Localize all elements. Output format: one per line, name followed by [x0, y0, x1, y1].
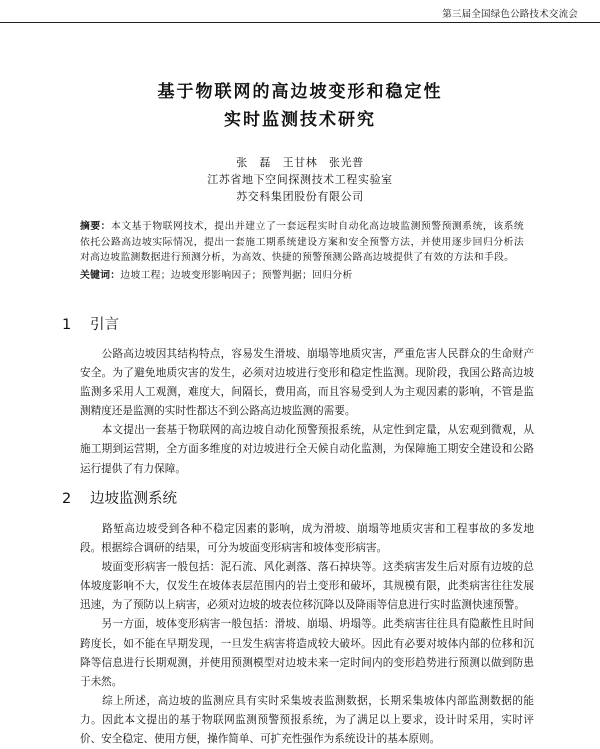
- section-number: 1: [62, 317, 72, 333]
- paragraph: 路堑高边坡受到各种不稳定因素的影响，成为滑坡、崩塌等地质灾害和工程事故的多发地段。根据综合调研的结果，可分为坡面变形病害和坡体变形病害。: [80, 523, 534, 555]
- abstract-text: 本文基于物联网技术，提出并建立了一套远程实时自动化高边坡监测预警预测系统，该系统依托公路高边坡实际情况，提出一套施工期系统建设方案和安全预警方法，并使用逐步回归分析法对高边坡监测数据进行预测分析，为高效、快捷的预警预测公路高边坡提供了有效的方法和手段。: [80, 221, 525, 264]
- keywords-text: 边坡工程；边坡变形影响因子；预警判据；回归分析: [120, 269, 353, 281]
- abstract-paragraph: [80, 219, 524, 266]
- paragraph: 公路高边坡因其结构特点，容易发生滑坡、崩塌等地质灾害，严重危害人民群众的生命财产安全。为了避免地质灾害的发生，必须对边坡进行变形和稳定性监测。现阶段，我国公路高边坡监测多采用人工观测，难度大，间隔长，费用高，而且容易受到人为主观因素的影响，不管是监测精度还是监测的实时性都达不到公路高边坡监测的需要。: [80, 348, 534, 418]
- abstract-block: [80, 219, 524, 283]
- section-heading-2: [62, 487, 177, 508]
- paper-title-line2: 实时监测技术研究: [224, 110, 376, 130]
- section-2-body: [80, 520, 534, 749]
- running-header: 第三届全国绿色公路技术交流会: [442, 9, 578, 20]
- paragraph: 本文提出一套基于物联网的高边坡自动化预警预报系统，从定性到定量，从宏观到微观，从施工期到运营期，全方面多维度的对边坡进行全天候自动化监测，为保障施工期安全建设和公路运行提供了有力保障。: [80, 424, 534, 475]
- keywords-paragraph: [80, 268, 524, 284]
- keywords-label: 关键词：: [80, 269, 121, 281]
- author-names: 张 磊 王甘林 张光普: [236, 156, 364, 169]
- paper-title-line1: 基于物联网的高边坡变形和稳定性: [157, 82, 443, 102]
- affiliation-1: 江苏省地下空间探测技术工程实验室: [207, 173, 393, 186]
- section-number: 2: [62, 491, 72, 507]
- abstract-label: 摘要：: [80, 221, 111, 232]
- section-title: 边坡监测系统: [90, 491, 177, 507]
- header-rule: [0, 22, 600, 23]
- paragraph: 另一方面，坡体变形病害一般包括：滑坡、崩塌、坍塌等。此类病害往往具有隐蔽性且时间跨度长，如不能在早期发现，一旦发生病害将造成较大破坏。因此有必要对坡体内部的位移和沉降等信息进行长期观测，并使用预测模型对边坡未来一定时间内的变形趋势进行预测以做到防患于未然。: [80, 618, 534, 688]
- affiliation-2: 苏交科集团股份有限公司: [236, 190, 364, 203]
- section-heading-1: [62, 313, 119, 334]
- section-title: 引言: [90, 317, 119, 333]
- author-block: [0, 154, 600, 205]
- paragraph: 坡面变形病害一般包括：泥石流、风化剥落、落石掉块等。这类病害发生后对原有边坡的总体坡度影响不大，仅发生在坡体表层范围内的岩土变形和破坏，其规模有限，此类病害往往发展迅速，为了预防以上病害，必须对边坡的坡表位移沉降以及降雨等信息进行实时监测快速预警。: [80, 561, 534, 612]
- section-1-body: [80, 345, 534, 479]
- paragraph: 综上所述，高边坡的监测应具有实时采集坡表监测数据，长期采集坡体内部监测数据的能力。因此本文提出的基于物联网监测预警预报系统，为了满足以上要求，设计时采用，实时评价、安全稳定、使用方便，操作简单、可扩充性强作为系统设计的基本原则。: [80, 694, 534, 746]
